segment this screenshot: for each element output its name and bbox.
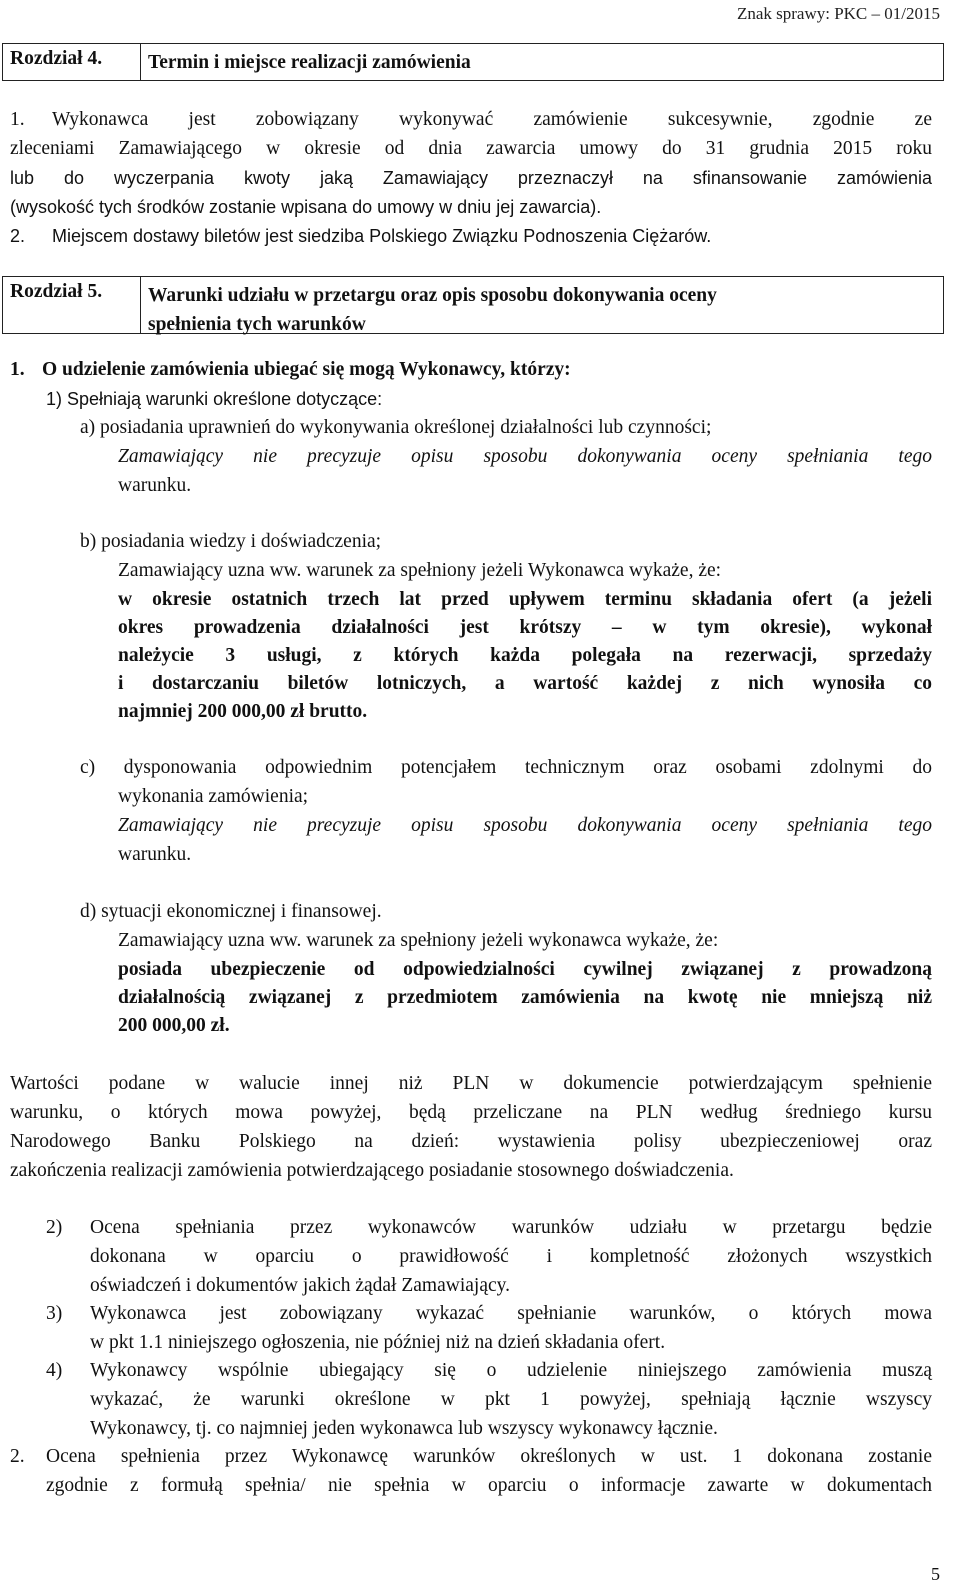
condition-c-line-1: c) dysponowania odpowiednim potencjałem technicznym oraz osobami zdolnymi do [80,757,932,778]
condition-d-detail-1: posiada ubezpieczenie od odpowiedzialności cywilnej związanej z prowadzoną [118,959,932,980]
item-3-line-2: w pkt 1.1 niniejszego ogłoszenia, nie później niż na dzień składania ofert. [90,1332,666,1353]
condition-c-note-1: Zamawiający nie precyzuje opisu sposobu dokonywania oceny spełniania tego [118,815,932,836]
condition-b-detail-4: i dostarczaniu biletów lotniczych, a wartość każdej z nich wynosiła co [118,673,932,694]
condition-b-requirement: Zamawiający uzna ww. warunek za spełniony jeżeli Wykonawca wykaże, że: [118,560,722,581]
item-4-line-1: Wykonawcy wspólnie ubiegający się o udzielenie niniejszego zamówienia muszą [90,1360,932,1381]
item-3-number: 3) [46,1303,63,1324]
heading-divider [140,277,141,333]
condition-c-line-2: wykonania zamówienia; [118,786,309,807]
chapter-4-label: Rozdział 4. [10,48,103,69]
heading-divider [140,44,141,80]
item-4-number: 4) [46,1360,63,1381]
ch5-p1-number: 1. [10,359,25,380]
condition-c-note-2: warunku. [118,844,192,865]
ch4-p2-text: Miejscem dostawy biletów jest siedziba Polskiego Związku Podnoszenia Ciężarów. [52,226,712,246]
ch4-p1-line-3: lub do wyczerpania kwoty jaką Zamawiający przeznaczył na sfinansowanie zamówienia [10,168,932,188]
condition-d-requirement: Zamawiający uzna ww. warunek za spełniony jeżeli wykonawca wykaże, że: [118,930,719,951]
ch5-p2-number: 2. [10,1446,25,1467]
condition-b: b) posiadania wiedzy i doświadczenia; [80,531,382,552]
condition-d-detail-3: 200 000,00 zł. [118,1015,230,1036]
ch4-p1-line-2: zleceniami Zamawiającego w okresie od dnia zawarcia umowy do 31 grudnia 2015 roku [10,138,932,159]
chapter-5-title-line-1: Warunki udziału w przetargu oraz opis sposobu dokonywania oceny [148,285,717,306]
item-4-line-2: wykazać, że warunki określone w pkt 1 powyżej, spełniają łącznie wszyscy [90,1389,932,1410]
condition-b-detail-1: w okresie ostatnich trzech lat przed upływem terminu składania ofert (a jeżeli [118,589,932,610]
currency-note-1: Wartości podane w walucie innej niż PLN w dokumencie potwierdzającym spełnienie [10,1073,932,1094]
ch4-p1-line-1: Wykonawca jest zobowiązany wykonywać zamówienie sukcesywnie, zgodnie ze [52,109,932,130]
ch5-p2-line-1: Ocena spełnienia przez Wykonawcę warunków określonych w ust. 1 dokonana zostanie [46,1446,932,1467]
case-reference: Znak sprawy: PKC – 01/2015 [736,4,940,23]
item-4-line-3: Wykonawcy, tj. co najmniej jeden wykonawca lub wszyscy wykonawcy łącznie. [90,1418,718,1439]
currency-note-2: warunku, o których mowa powyżej, będą przeliczane na PLN według średniego kursu [10,1102,932,1123]
condition-d: d) sytuacji ekonomicznej i finansowej. [80,901,382,922]
condition-b-detail-2: okres prowadzenia działalności jest krótszy – w tym okresie), wykonał [118,617,932,638]
ch5-p2-line-2: zgodnie z formułą spełnia/ nie spełnia w oparciu o informacje zawarte w dokumentach [46,1475,932,1496]
ch4-p1-number: 1. [10,109,25,130]
item-3-line-1: Wykonawca jest zobowiązany wykazać spełnianie warunków, o których mowa [90,1303,932,1324]
page-number: 5 [931,1564,940,1584]
chapter-5-heading [2,276,944,334]
currency-note-4: zakończenia realizacji zamówienia potwierdzającego posiadanie stosownego doświadczenia. [10,1160,734,1181]
chapter-5-label: Rozdział 5. [10,281,103,302]
currency-note-3: Narodowego Banku Polskiego na dzień: wystawienia polisy ubezpieczeniowej oraz [10,1131,932,1152]
item-2-line-1: Ocena spełniania przez wykonawców warunków udziału w przetargu będzie [90,1217,932,1238]
condition-1: 1) Spełniają warunki określone dotyczące: [46,389,383,409]
item-2-line-3: oświadczeń i dokumentów jakich żądał Zamawiający. [90,1275,510,1296]
condition-d-detail-2: działalnością związanej z przedmiotem zamówienia na kwotę nie mniejszą niż [118,987,932,1008]
condition-b-detail-5: najmniej 200 000,00 zł brutto. [118,701,368,722]
ch5-p1-heading: O udzielenie zamówienia ubiegać się mogą Wykonawcy, którzy: [42,359,571,380]
condition-a-note-2: warunku. [118,475,192,496]
condition-a-note-1: Zamawiający nie precyzuje opisu sposobu dokonywania oceny spełniania tego [118,446,932,467]
item-2-line-2: dokonana w oparciu o prawidłowość i kompletność złożonych wszystkich [90,1246,932,1267]
chapter-5-title-line-2: spełnienia tych warunków [148,314,366,335]
chapter-4-heading [2,43,944,81]
ch4-p2-number: 2. [10,226,26,246]
ch4-p1-line-4: (wysokość tych środków zostanie wpisana do umowy w dniu jej zawarcia). [10,197,602,217]
condition-b-detail-3: należycie 3 usługi, z których każda polegała na rezerwacji, sprzedaży [118,645,932,666]
chapter-5-title [148,281,717,339]
item-2-number: 2) [46,1217,63,1238]
chapter-4-title: Termin i miejsce realizacji zamówienia [148,52,471,73]
condition-a: a) posiadania uprawnień do wykonywania określonej działalności lub czynności; [80,417,712,438]
